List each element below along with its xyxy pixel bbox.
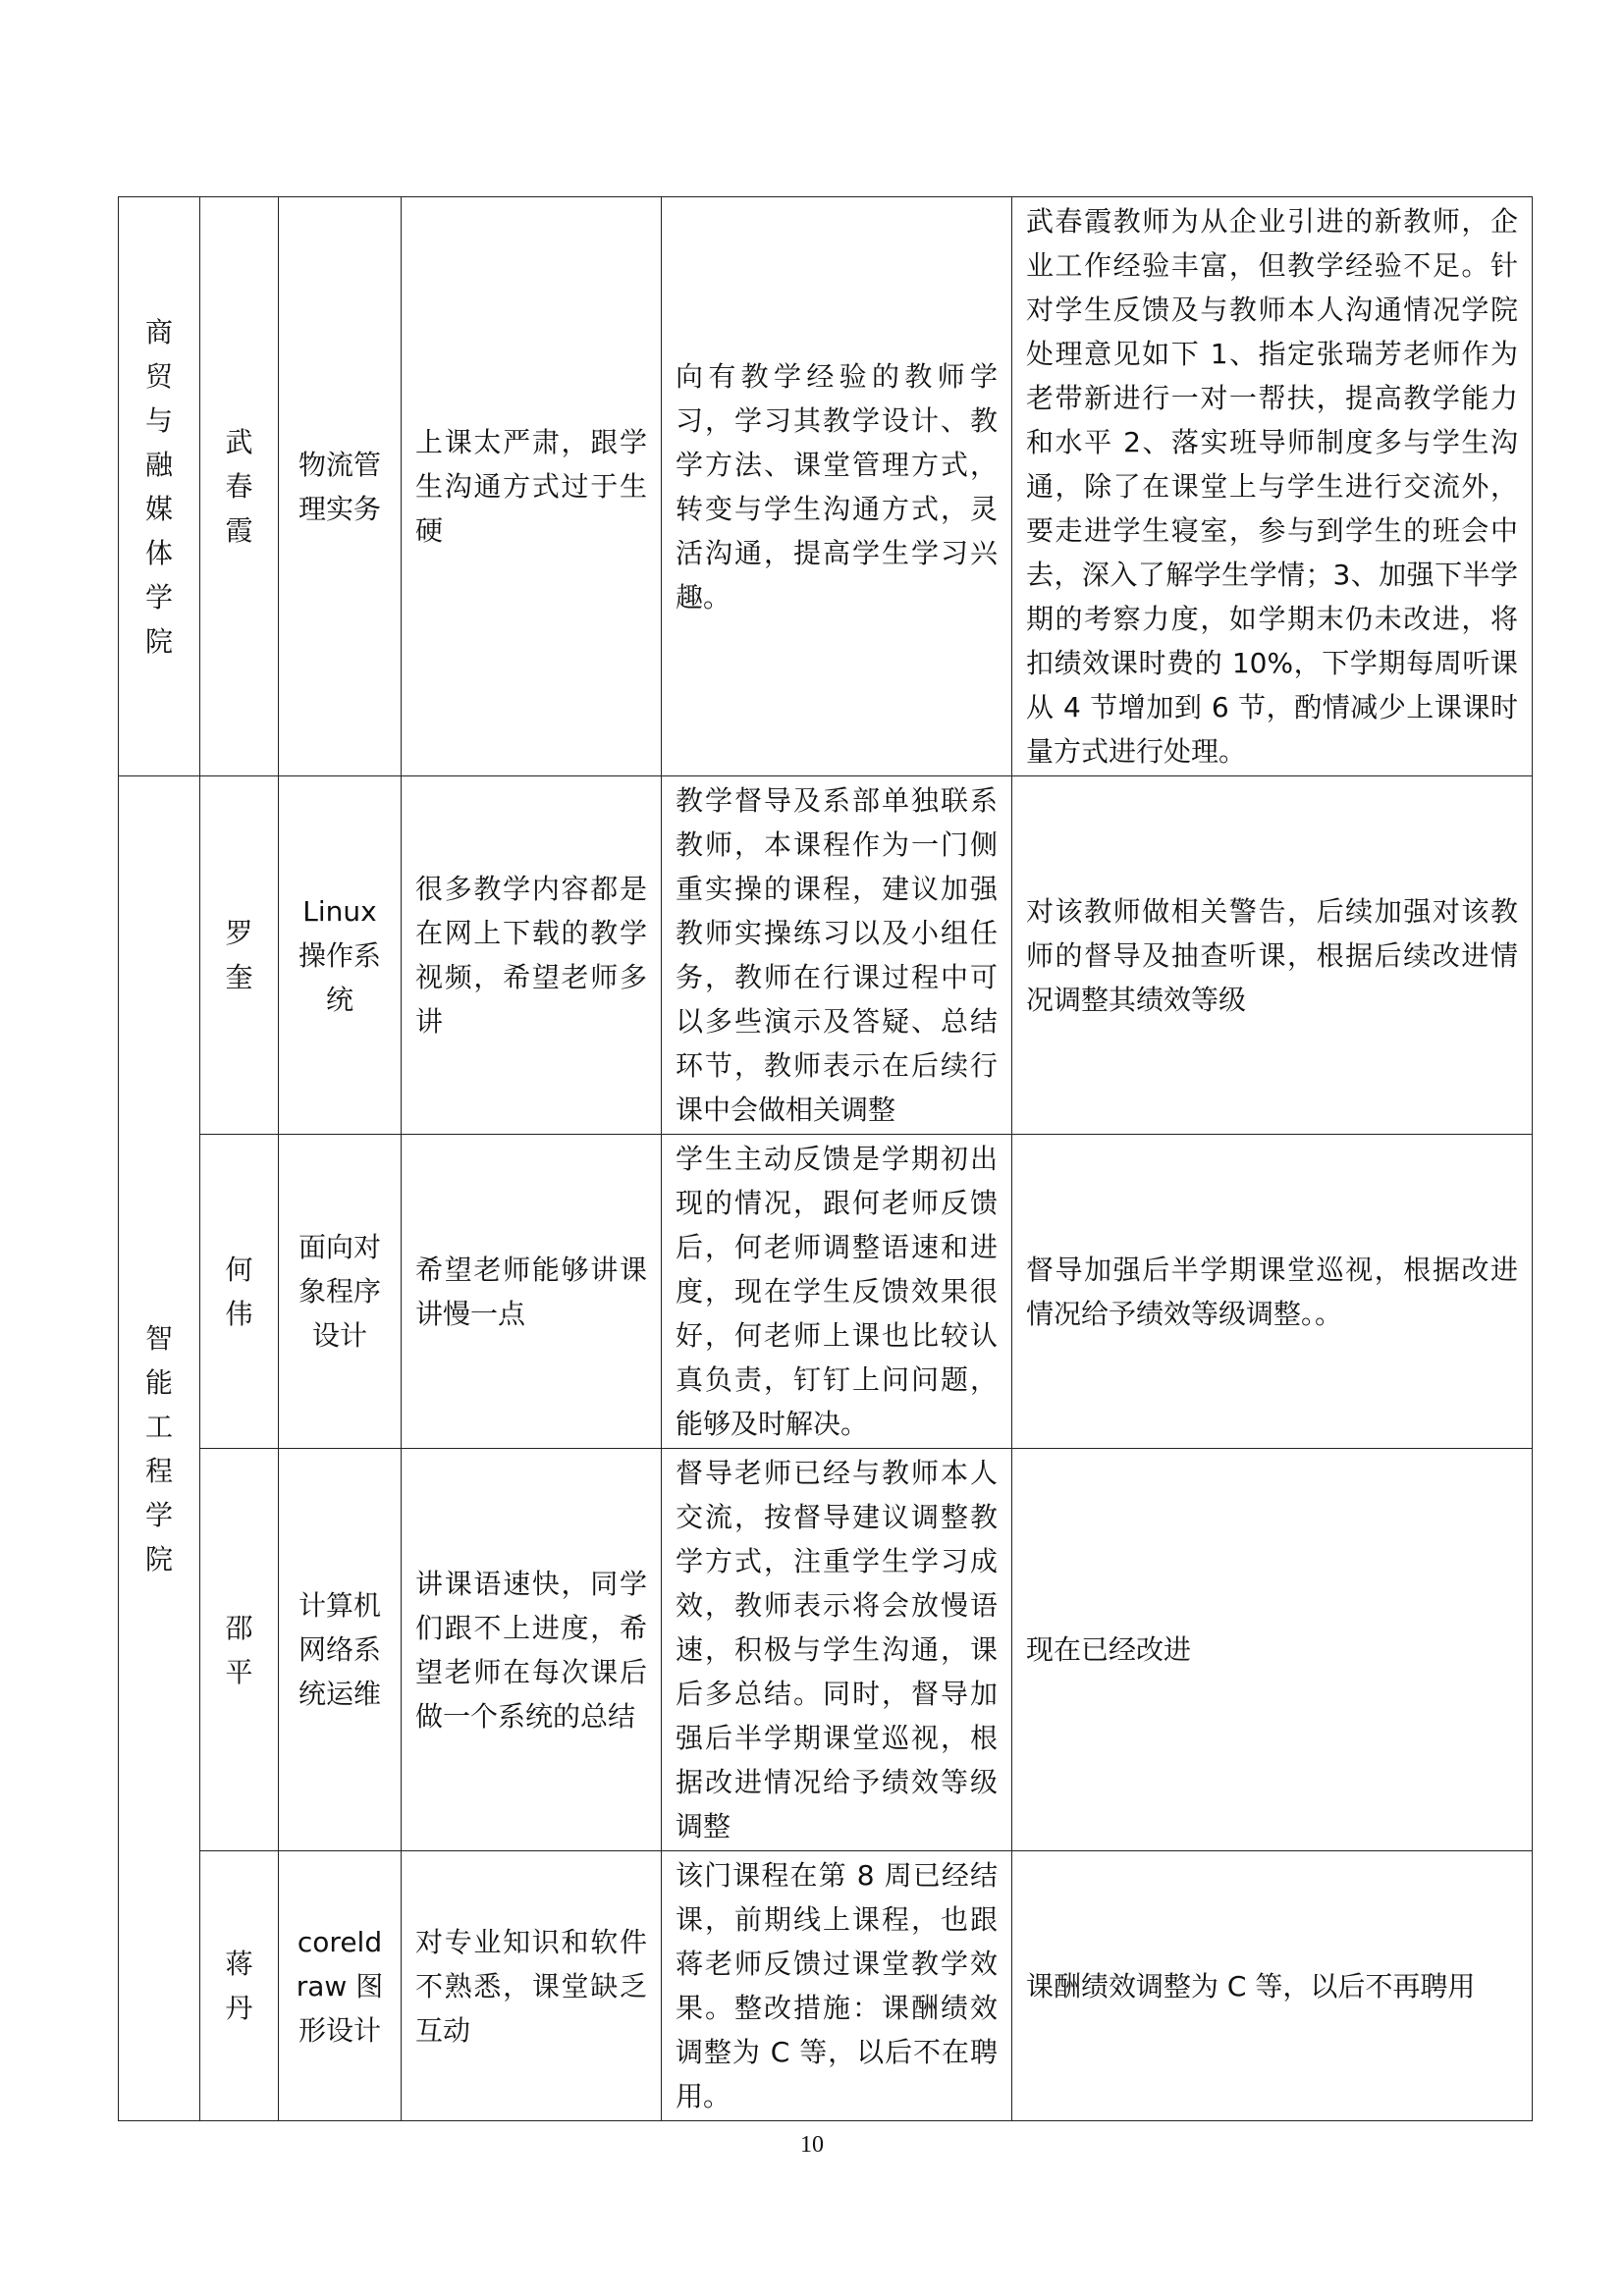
page-number: 10 [800,2132,824,2158]
result-cell: 对该教师做相关警告，后续加强对该教师的督导及抽查听课，根据后续改进情况调整其绩效等级 [1012,776,1533,1135]
course-cell [279,1449,402,1851]
course-name: coreldraw 图形设计 [296,1925,384,2047]
problem-cell: 讲课语速快，同学们跟不上进度，希望老师在每次课后做一个系统的总结 [402,1449,662,1851]
problem-cell: 上课太严肃，跟学生沟通方式过于生硬 [402,197,662,776]
course-cell [279,1135,402,1449]
problem-cell: 对专业知识和软件不熟悉，课堂缺乏互动 [402,1851,662,2121]
problem-cell: 很多教学内容都是在网上下载的教学视频，希望老师多讲 [402,776,662,1135]
teacher-cell [200,197,279,776]
college-name: 智能工程学院 [144,1321,173,1575]
teacher-name: 邵平 [225,1611,253,1688]
evaluation-table [118,196,1533,2121]
teacher-cell [200,1449,279,1851]
course-cell [279,197,402,776]
teacher-name: 何伟 [225,1253,253,1330]
course-name: 面向对象程序设计 [298,1231,381,1352]
course-name: 物流管理实务 [298,448,381,525]
table-row [119,1851,1533,2121]
table-row [119,197,1533,776]
result-cell: 现在已经改进 [1012,1449,1533,1851]
teacher-cell [200,1135,279,1449]
teacher-cell [200,1851,279,2121]
college-cell [119,197,200,776]
course-name: 计算机网络系统运维 [298,1589,381,1710]
table-row [119,1449,1533,1851]
college-cell [119,776,200,2121]
course-name: Linux 操作系统 [298,894,381,1016]
table-row [119,776,1533,1135]
action-cell: 学生主动反馈是学期初出现的情况，跟何老师反馈后，何老师调整语速和进度，现在学生反馈效果很好，何老师上课也比较认真负责，钉钉上问问题，能够及时解决。 [662,1135,1012,1449]
result-cell: 督导加强后半学期课堂巡视，根据改进情况给予绩效等级调整。。 [1012,1135,1533,1449]
teacher-name: 武春霞 [225,426,253,547]
teacher-name: 罗奎 [225,917,253,993]
course-cell [279,776,402,1135]
result-cell: 课酬绩效调整为 C 等，以后不再聘用 [1012,1851,1533,2121]
college-name: 商贸与融媒体学院 [144,315,173,658]
action-cell: 该门课程在第 8 周已经结课，前期线上课程，也跟蒋老师反馈过课堂教学效果。整改措施：课酬绩效调整为 C 等，以后不在聘用。 [662,1851,1012,2121]
problem-cell: 希望老师能够讲课讲慢一点 [402,1135,662,1449]
course-cell [279,1851,402,2121]
teacher-cell [200,776,279,1135]
result-cell: 武春霞教师为从企业引进的新教师，企业工作经验丰富，但教学经验不足。针对学生反馈及与教师本人沟通情况学院处理意见如下 1、指定张瑞芳老师作为老带新进行一对一帮扶，提高教学能力和水平 2、落实班导师制度多与学生沟通，除了在课堂上与学生进行交流外，要走进学生寝室，参与到学生的班会中去，深入了解学生学情；3、加强下半学期的考察力度，如学期末仍未改进，将扣绩效课时费的 10%，下学期每周听课从 4 节增加到 6 节，酌情减少上课课时量方式进行处理。 [1012,197,1533,776]
table-row [119,1135,1533,1449]
teacher-name: 蒋丹 [225,1948,253,2024]
action-cell: 教学督导及系部单独联系教师，本课程作为一门侧重实操的课程，建议加强教师实操练习以及小组任务，教师在行课过程中可以多些演示及答疑、总结环节，教师表示在后续行课中会做相关调整 [662,776,1012,1135]
action-cell: 督导老师已经与教师本人交流，按督导建议调整教学方式，注重学生学习成效，教师表示将会放慢语速，积极与学生沟通，课后多总结。同时，督导加强后半学期课堂巡视，根据改进情况给予绩效等级调整 [662,1449,1012,1851]
action-cell: 向有教学经验的教师学习，学习其教学设计、教学方法、课堂管理方式，转变与学生沟通方式，灵活沟通，提高学生学习兴趣。 [662,197,1012,776]
